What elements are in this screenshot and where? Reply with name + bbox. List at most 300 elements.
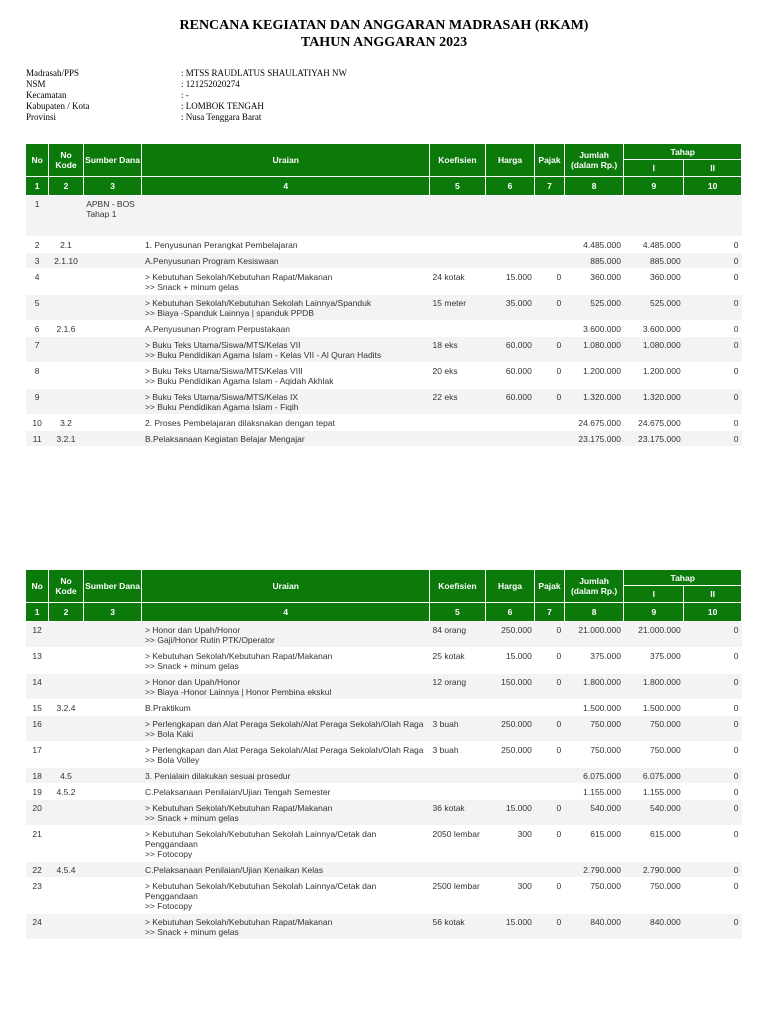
cell-kode: 2.1.6 [49,321,83,337]
info-value: : LOMBOK TENGAH [181,101,264,111]
cell-jumlah: 750.000 [564,742,624,768]
cell-tahap-2: 0 [684,826,742,862]
cell-jumlah: 1.500.000 [564,700,624,716]
table-row [26,337,742,363]
uraian-line: B.Praktikum [144,703,191,713]
cell-sumber-dana [83,415,142,431]
table-row [26,415,742,431]
col-header-sumber-dana: Sumber Dana [83,144,142,177]
col-header-harga: Harga [485,144,535,177]
cell-tahap-1: 1.320.000 [624,389,684,415]
cell-harga [485,321,535,337]
uraian-line: >> Snack + minum gelas [144,927,239,937]
info-value: : Nusa Tenggara Barat [181,112,262,122]
cell-tahap-2: 0 [684,321,742,337]
cell-jumlah: 375.000 [564,648,624,674]
cell-koefisien [430,415,486,431]
cell-koefisien: 25 kotak [430,648,486,674]
cell-pajak: 0 [535,648,564,674]
cell-pajak [535,862,564,878]
cell-harga [485,768,535,784]
col-header-uraian: Uraian [142,144,430,177]
table-row [26,862,742,878]
cell-pajak [535,253,564,269]
cell-harga: 15.000 [485,800,535,826]
col-header-uraian: Uraian [142,570,430,603]
cell-koefisien [430,768,486,784]
uraian-line: > Kebutuhan Sekolah/Kebutuhan Sekolah Lainnya/Spanduk [144,298,372,308]
cell-sumber-dana [83,622,142,648]
cell-no: 8 [26,363,49,389]
cell-tahap-2: 0 [684,742,742,768]
table-row [26,826,742,862]
cell-harga: 300 [485,878,535,914]
cell-koefisien [430,431,486,447]
cell-uraian [142,295,430,321]
cell-no: 6 [26,321,49,337]
cell-pajak [535,768,564,784]
cell-tahap-1: 6.075.000 [624,768,684,784]
col-header-jumlah: Jumlah (dalam Rp.) [564,144,624,177]
cell-uraian [142,622,430,648]
table-row [26,253,742,269]
uraian-line: >> Biaya -Spanduk Lainnya | spanduk PPDB [144,308,314,318]
cell-sumber-dana [83,862,142,878]
cell-uraian [142,716,430,742]
header-row [26,570,742,586]
cell-koefisien: 2050 lembar [430,826,486,862]
cell-pajak [535,784,564,800]
table-row [26,914,742,940]
cell-tahap-2: 0 [684,862,742,878]
cell-kode [49,269,83,295]
cell-sumber-dana [83,674,142,700]
cell-tahap-2: 0 [684,648,742,674]
cell-tahap-2: 0 [684,431,742,447]
cell-tahap-2: 0 [684,878,742,914]
cell-tahap-1: 360.000 [624,269,684,295]
cell-no: 23 [26,878,49,914]
col-header-pajak: Pajak [535,570,564,603]
cell-tahap-1: 3.600.000 [624,321,684,337]
col-header-tahap-2: II [684,586,742,603]
cell-no: 10 [26,415,49,431]
cell-pajak [535,415,564,431]
col-header-jumlah: Jumlah (dalam Rp.) [564,570,624,603]
cell-pajak [535,196,564,237]
cell-jumlah: 2.790.000 [564,862,624,878]
cell-sumber-dana [83,253,142,269]
cell-no: 5 [26,295,49,321]
cell-no: 20 [26,800,49,826]
cell-uraian [142,878,430,914]
cell-tahap-1: 23.175.000 [624,431,684,447]
table-row [26,622,742,648]
cell-koefisien: 56 kotak [430,914,486,940]
uraian-line: > Kebutuhan Sekolah/Kebutuhan Rapat/Makanan [144,651,333,661]
cell-pajak: 0 [535,622,564,648]
uraian-line: A.Penyusunan Program Perpustakaan [144,324,290,334]
cell-tahap-1: 1.500.000 [624,700,684,716]
cell-harga: 15.000 [485,648,535,674]
cell-tahap-1: 1.080.000 [624,337,684,363]
cell-pajak: 0 [535,716,564,742]
cell-tahap-2: 0 [684,295,742,321]
cell-kode [49,826,83,862]
cell-jumlah: 615.000 [564,826,624,862]
cell-sumber-dana [83,700,142,716]
cell-jumlah: 1.200.000 [564,363,624,389]
cell-no: 22 [26,862,49,878]
cell-sumber-dana [83,389,142,415]
cell-sumber-dana [83,716,142,742]
cell-tahap-2: 0 [684,389,742,415]
cell-uraian [142,196,430,237]
column-number: 9 [624,177,684,196]
cell-kode [49,914,83,940]
cell-koefisien [430,253,486,269]
cell-kode [49,337,83,363]
budget-table-1 [25,143,742,447]
uraian-line: > Perlengkapan dan Alat Peraga Sekolah/Alat Peraga Sekolah/Olah Raga [144,719,424,729]
cell-sumber-dana [83,878,142,914]
column-number: 5 [430,603,486,622]
cell-kode: 4.5.4 [49,862,83,878]
cell-uraian [142,768,430,784]
table-row [26,878,742,914]
cell-sumber-dana [83,337,142,363]
cell-kode: 2.1.10 [49,253,83,269]
cell-jumlah: 1.800.000 [564,674,624,700]
cell-sumber-dana [83,648,142,674]
info-label: NSM [26,79,46,89]
cell-uraian [142,237,430,253]
column-number: 1 [26,603,49,622]
cell-sumber-dana [83,768,142,784]
cell-harga [485,700,535,716]
cell-tahap-1: 750.000 [624,716,684,742]
uraian-line: > Kebutuhan Sekolah/Kebutuhan Rapat/Makanan [144,917,333,927]
cell-harga: 35.000 [485,295,535,321]
cell-koefisien: 36 kotak [430,800,486,826]
cell-pajak [535,237,564,253]
cell-koefisien: 3 buah [430,716,486,742]
cell-jumlah: 23.175.000 [564,431,624,447]
uraian-line: > Honor dan Upah/Honor [144,677,241,687]
table-row [26,363,742,389]
column-number: 2 [49,177,83,196]
uraian-line: 3. Penialain dilakukan sesuai prosedur [144,771,291,781]
cell-harga: 60.000 [485,389,535,415]
cell-harga: 250.000 [485,716,535,742]
cell-no: 12 [26,622,49,648]
table-row [26,196,742,237]
cell-tahap-1: 1.200.000 [624,363,684,389]
cell-tahap-1: 750.000 [624,878,684,914]
uraian-line: > Buku Teks Utama/Siswa/MTS/Kelas IX [144,392,299,402]
uraian-line: > Buku Teks Utama/Siswa/MTS/Kelas VIII [144,366,303,376]
cell-tahap-2: 0 [684,914,742,940]
cell-uraian [142,253,430,269]
cell-kode [49,800,83,826]
column-number: 10 [684,603,742,622]
cell-koefisien: 2500 lembar [430,878,486,914]
col-header-no-kode: No Kode [49,570,83,603]
cell-kode: 4.5.2 [49,784,83,800]
cell-harga [485,862,535,878]
cell-uraian [142,700,430,716]
uraian-line: B.Pelaksanaan Kegiatan Belajar Mengajar [144,434,305,444]
cell-koefisien [430,700,486,716]
budget-table-2 [25,569,742,940]
cell-pajak: 0 [535,878,564,914]
cell-pajak: 0 [535,269,564,295]
cell-jumlah: 6.075.000 [564,768,624,784]
cell-sumber-dana [83,742,142,768]
cell-jumlah: 885.000 [564,253,624,269]
cell-no: 24 [26,914,49,940]
cell-uraian [142,363,430,389]
uraian-line: >> Fotocopy [144,849,193,859]
table-row [26,237,742,253]
cell-kode [49,363,83,389]
column-number: 4 [142,603,430,622]
cell-uraian [142,337,430,363]
table-row [26,784,742,800]
cell-no: 4 [26,269,49,295]
cell-no: 14 [26,674,49,700]
uraian-line: >> Snack + minum gelas [144,813,239,823]
cell-koefisien [430,237,486,253]
cell-tahap-2 [684,196,742,237]
cell-pajak: 0 [535,826,564,862]
cell-tahap-2: 0 [684,415,742,431]
cell-jumlah: 750.000 [564,716,624,742]
cell-pajak [535,321,564,337]
cell-tahap-1: 375.000 [624,648,684,674]
cell-harga [485,237,535,253]
cell-harga [485,431,535,447]
info-row-madrasah [26,68,347,79]
cell-jumlah: 525.000 [564,295,624,321]
table-row [26,295,742,321]
cell-no: 3 [26,253,49,269]
col-header-tahap-1: I [624,160,684,177]
col-header-no: No [26,570,49,603]
cell-uraian [142,784,430,800]
column-number: 3 [83,177,142,196]
cell-harga [485,415,535,431]
uraian-line: C.Pelaksanaan Penilaian/Ujian Tengah Semester [144,787,331,797]
cell-uraian [142,648,430,674]
cell-no: 13 [26,648,49,674]
info-label: Kecamatan [26,90,67,100]
cell-kode: 4.5 [49,768,83,784]
col-header-sumber-dana: Sumber Dana [83,570,142,603]
column-number: 5 [430,177,486,196]
cell-tahap-2: 0 [684,768,742,784]
cell-jumlah: 4.485.000 [564,237,624,253]
table-row [26,768,742,784]
cell-koefisien: 18 eks [430,337,486,363]
table-row [26,321,742,337]
cell-tahap-2: 0 [684,784,742,800]
col-header-tahap: Tahap [624,570,742,586]
table-row [26,431,742,447]
cell-no: 2 [26,237,49,253]
cell-kode [49,648,83,674]
cell-kode: 3.2.4 [49,700,83,716]
col-header-pajak: Pajak [535,144,564,177]
cell-pajak: 0 [535,800,564,826]
cell-harga: 150.000 [485,674,535,700]
cell-jumlah: 1.320.000 [564,389,624,415]
table-row [26,716,742,742]
cell-harga: 60.000 [485,337,535,363]
cell-no: 1 [26,196,49,237]
cell-jumlah [564,196,624,237]
cell-jumlah: 360.000 [564,269,624,295]
school-info [26,68,347,123]
column-number: 7 [535,603,564,622]
cell-tahap-1: 1.155.000 [624,784,684,800]
cell-jumlah: 1.080.000 [564,337,624,363]
cell-tahap-1: 750.000 [624,742,684,768]
info-label: Madrasah/PPS [26,68,80,78]
cell-sumber-dana [83,800,142,826]
table-row [26,800,742,826]
uraian-line: >> Snack + minum gelas [144,661,239,671]
info-row-kabupaten [26,101,347,112]
cell-sumber-dana [83,914,142,940]
column-number: 2 [49,603,83,622]
cell-tahap-2: 0 [684,800,742,826]
uraian-line: >> Fotocopy [144,901,193,911]
cell-sumber-dana [83,784,142,800]
cell-kode [49,389,83,415]
cell-sumber-dana [83,321,142,337]
cell-harga: 250.000 [485,742,535,768]
cell-uraian [142,914,430,940]
column-number-row [26,603,742,622]
uraian-line: > Kebutuhan Sekolah/Kebutuhan Rapat/Makanan [144,272,333,282]
cell-tahap-2: 0 [684,716,742,742]
cell-jumlah: 24.675.000 [564,415,624,431]
col-header-no: No [26,144,49,177]
uraian-line: A.Penyusunan Program Kesiswaan [144,256,279,266]
col-header-tahap-1: I [624,586,684,603]
cell-uraian [142,415,430,431]
cell-tahap-1: 840.000 [624,914,684,940]
cell-kode: 2.1 [49,237,83,253]
table-row [26,742,742,768]
uraian-line: >> Snack + minum gelas [144,282,239,292]
cell-harga: 60.000 [485,363,535,389]
cell-jumlah: 840.000 [564,914,624,940]
cell-pajak [535,431,564,447]
cell-sumber-dana [83,295,142,321]
uraian-line: 2. Proses Pembelajaran dilaksnakan dengan tepat [144,418,335,428]
uraian-line: C.Pelaksanaan Penilaian/Ujian Kenaikan Kelas [144,865,324,875]
cell-kode [49,878,83,914]
cell-koefisien: 24 kotak [430,269,486,295]
cell-sumber-dana: APBN - BOS Tahap 1 [83,196,142,237]
cell-sumber-dana [83,826,142,862]
cell-jumlah: 1.155.000 [564,784,624,800]
document-subtitle: TAHUN ANGGARAN 2023 [300,35,468,50]
cell-no: 16 [26,716,49,742]
cell-koefisien: 12 orang [430,674,486,700]
cell-harga: 300 [485,826,535,862]
cell-tahap-1: 525.000 [624,295,684,321]
cell-koefisien [430,784,486,800]
cell-tahap-1: 885.000 [624,253,684,269]
uraian-line: >> Gaji/Honor Rutin PTK/Operator [144,635,275,645]
table-row [26,269,742,295]
cell-uraian [142,431,430,447]
cell-uraian [142,800,430,826]
info-label: Kabupaten / Kota [26,101,90,111]
column-number-row [26,177,742,196]
column-number: 6 [485,177,535,196]
cell-tahap-1: 1.800.000 [624,674,684,700]
cell-jumlah: 21.000.000 [564,622,624,648]
uraian-line: >> Buku Pendidikan Agama Islam - Kelas VII - Al Quran Hadits [144,350,382,360]
cell-tahap-2: 0 [684,674,742,700]
cell-kode [49,196,83,237]
cell-harga [485,784,535,800]
cell-uraian [142,674,430,700]
cell-tahap-2: 0 [684,253,742,269]
cell-tahap-1: 4.485.000 [624,237,684,253]
cell-kode: 3.2 [49,415,83,431]
cell-koefisien: 22 eks [430,389,486,415]
cell-tahap-1: 540.000 [624,800,684,826]
cell-no: 9 [26,389,49,415]
uraian-line: > Honor dan Upah/Honor [144,625,241,635]
cell-no: 11 [26,431,49,447]
cell-kode [49,295,83,321]
cell-pajak: 0 [535,363,564,389]
cell-tahap-1: 2.790.000 [624,862,684,878]
column-number: 4 [142,177,430,196]
cell-no: 21 [26,826,49,862]
uraian-line: > Buku Teks Utama/Siswa/MTS/Kelas VII [144,340,301,350]
cell-koefisien: 15 meter [430,295,486,321]
cell-koefisien: 20 eks [430,363,486,389]
cell-koefisien [430,862,486,878]
cell-pajak [535,700,564,716]
cell-jumlah: 750.000 [564,878,624,914]
cell-pajak: 0 [535,674,564,700]
cell-uraian [142,742,430,768]
cell-harga: 15.000 [485,914,535,940]
cell-pajak: 0 [535,389,564,415]
cell-harga [485,253,535,269]
cell-no: 17 [26,742,49,768]
table-row [26,648,742,674]
uraian-line: 1. Penyusunan Perangkat Pembelajaran [144,240,298,250]
cell-tahap-1: 615.000 [624,826,684,862]
cell-tahap-2: 0 [684,269,742,295]
uraian-line: > Kebutuhan Sekolah/Kebutuhan Sekolah Lainnya/Cetak dan Penggandaan [144,881,377,901]
cell-uraian [142,321,430,337]
cell-sumber-dana [83,363,142,389]
cell-no: 7 [26,337,49,363]
cell-jumlah: 3.600.000 [564,321,624,337]
cell-uraian [142,269,430,295]
column-number: 10 [684,177,742,196]
